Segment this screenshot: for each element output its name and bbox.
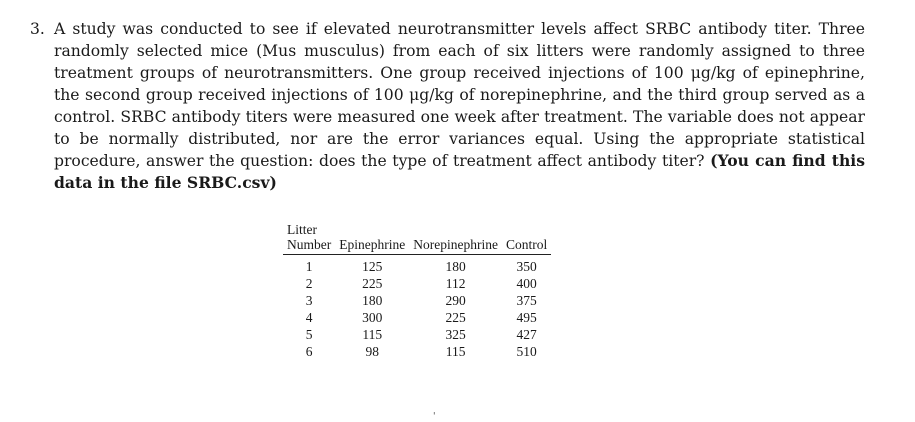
table-row [283, 255, 551, 276]
table-cell: 427 [516, 327, 537, 342]
column-header-litter: Litter [287, 222, 317, 237]
table-cell: 2 [305, 276, 313, 291]
column-header-norepinephrine: Norepinephrine [409, 237, 502, 255]
table-row [283, 275, 551, 292]
table-cell: 125 [362, 259, 383, 274]
table-cell: 112 [445, 276, 466, 291]
column-header-number: Number [283, 237, 335, 255]
column-header-control: Control [502, 237, 551, 255]
table-cell: 225 [362, 276, 383, 291]
table-cell: 180 [445, 259, 466, 274]
table-cell: 1 [305, 259, 313, 274]
table-cell: 510 [516, 344, 537, 359]
table-cell: 4 [305, 310, 313, 325]
table-cell: 350 [516, 259, 537, 274]
table-cell: 115 [362, 327, 383, 342]
table-cell: 225 [445, 310, 466, 325]
table-cell: 290 [445, 293, 466, 308]
table-cell: 495 [516, 310, 537, 325]
problem-text: A study was conducted to see if elevated neurotransmitter levels affect SRBC antibody titer. Three randomly selected mice (Mus musculus) from each of six litters were randomly assigned to three treatment groups of neurotransmitters. One group received injections of 100 μg/kg of epinephrine, the second group received injections of 100 μg/kg of norepinephrine, and the third group served as a control. SRBC antibody titers were measured one week after treatment. The variable does not appear to be normally distributed, nor are the error variances equal. Using the appropriate statistical procedure, answer the question: does the type of treatment affect antibody titer? [54, 20, 865, 170]
table-cell: 400 [516, 276, 537, 291]
data-file-note: (You can find this data in the file SRBC.csv) [54, 151, 865, 192]
srbc-data-table [283, 222, 551, 360]
table-cell: 300 [362, 310, 383, 325]
table-row [283, 292, 551, 309]
table-row [283, 326, 551, 343]
column-header-epinephrine: Epinephrine [335, 237, 409, 255]
table-row [283, 343, 551, 360]
table-cell: 115 [445, 344, 466, 359]
table-cell: 98 [365, 344, 379, 359]
table-cell: 180 [362, 293, 383, 308]
problem-statement [54, 18, 865, 194]
stray-mark: ' [433, 412, 436, 422]
table-cell: 375 [516, 293, 537, 308]
table-cell: 6 [305, 344, 313, 359]
problem-block [30, 18, 865, 194]
table-cell: 5 [305, 327, 313, 342]
table-row [283, 309, 551, 326]
table-cell: 325 [445, 327, 466, 342]
table-cell: 3 [305, 293, 313, 308]
problem-number: 3. [30, 20, 45, 38]
